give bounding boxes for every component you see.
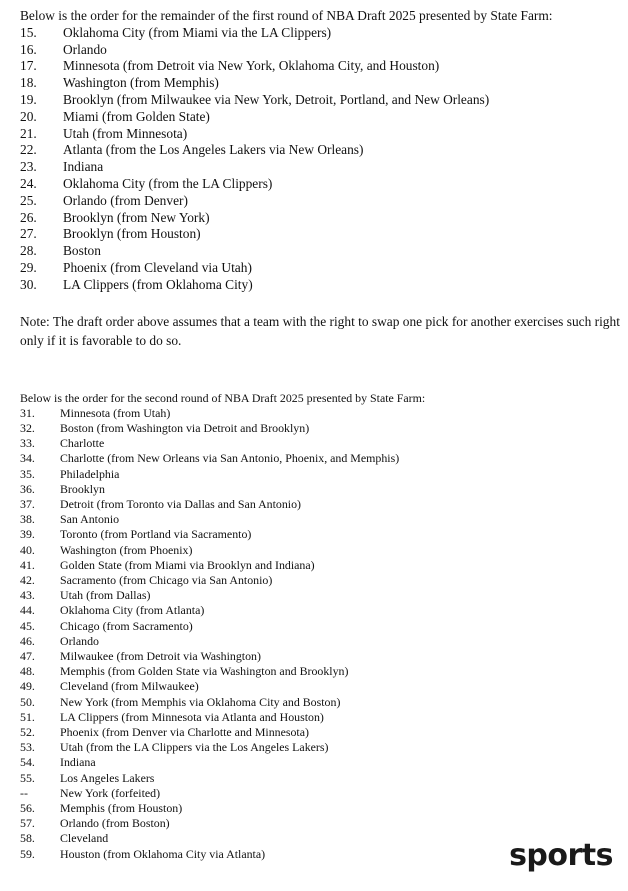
pick-team: Minnesota (from Detroit via New York, Oklahoma City, and Houston) <box>63 58 440 74</box>
draft-pick-row <box>20 467 620 482</box>
draft-pick-row <box>20 126 620 143</box>
pick-team: Indiana <box>60 755 96 770</box>
pick-number: 28. <box>20 243 37 259</box>
pick-number: 36. <box>20 481 35 496</box>
pick-number: 52. <box>20 725 35 740</box>
pick-team: San Antonio <box>60 512 120 527</box>
pick-number: 57. <box>20 816 35 831</box>
draft-pick-row <box>20 421 620 436</box>
draft-pick-row <box>20 816 620 831</box>
pick-team: Utah (from Dallas) <box>60 588 151 603</box>
pick-team: Orlando (from Denver) <box>63 192 188 208</box>
draft-pick-row <box>20 588 620 603</box>
draft-pick-row <box>20 159 620 176</box>
pick-team: Orlando <box>60 633 99 648</box>
pick-team: Charlotte (from New Orleans via San Antonio, Phoenix, and Memphis) <box>60 451 400 466</box>
pick-number: 51. <box>20 709 35 724</box>
draft-pick-row <box>20 210 620 227</box>
pick-team: New York (forfeited) <box>60 785 161 800</box>
first-round-section <box>20 8 620 294</box>
draft-pick-row <box>20 260 620 277</box>
draft-pick-row <box>20 92 620 109</box>
pick-team: Brooklyn (from Houston) <box>63 226 201 242</box>
draft-pick-row <box>20 695 620 710</box>
second-round-section <box>20 391 620 862</box>
pick-team: Charlotte <box>60 436 105 451</box>
draft-pick-row <box>20 451 620 466</box>
pick-team: Boston <box>63 243 101 259</box>
pick-number: 48. <box>20 664 35 679</box>
draft-pick-row <box>20 771 620 786</box>
draft-pick-row <box>20 710 620 725</box>
pick-number: 44. <box>20 603 35 618</box>
draft-pick-row <box>20 482 620 497</box>
pick-team: Houston (from Oklahoma City via Atlanta) <box>60 846 266 861</box>
pick-team: Phoenix (from Denver via Charlotte and Minnesota) <box>60 725 309 740</box>
pick-number: 37. <box>20 496 35 511</box>
draft-pick-row <box>20 58 620 75</box>
pick-team: Utah (from the LA Clippers via the Los Angeles Lakers) <box>60 740 329 755</box>
pick-team: New York (from Memphis via Oklahoma City and Boston) <box>60 694 341 709</box>
pick-number: 17. <box>20 58 37 74</box>
pick-number: 39. <box>20 527 35 542</box>
pick-number: 45. <box>20 618 35 633</box>
pick-team: Minnesota (from Utah) <box>60 405 171 420</box>
first-round-list <box>20 25 620 294</box>
pick-team: Philadelphia <box>60 466 120 481</box>
pick-team: Sacramento (from Chicago via San Antonio) <box>60 572 273 587</box>
pick-number: 25. <box>20 192 37 208</box>
draft-pick-row <box>20 558 620 573</box>
section-spacer <box>20 351 620 391</box>
pick-team: Los Angeles Lakers <box>60 770 155 785</box>
pick-team: Miami (from Golden State) <box>63 108 210 124</box>
pick-number: 31. <box>20 405 35 420</box>
second-round-list <box>20 406 620 862</box>
draft-pick-row <box>20 543 620 558</box>
pick-number: 38. <box>20 512 35 527</box>
pick-number: 18. <box>20 75 37 91</box>
pick-number: 41. <box>20 557 35 572</box>
pick-number: 53. <box>20 740 35 755</box>
pick-number: 55. <box>20 770 35 785</box>
draft-pick-row <box>20 603 620 618</box>
pick-number: 15. <box>20 24 37 40</box>
pick-number: 16. <box>20 41 37 57</box>
draft-pick-row <box>20 193 620 210</box>
pick-number: 59. <box>20 846 35 861</box>
draft-pick-row <box>20 75 620 92</box>
pick-team: LA Clippers (from Minnesota via Atlanta and Houston) <box>60 709 324 724</box>
pick-number: 35. <box>20 466 35 481</box>
draft-note: Note: The draft order above assumes that a team with the right to swap one pick for another exercises such right only if it is favorable to do so. <box>20 313 620 349</box>
draft-pick-row <box>20 226 620 243</box>
pick-number: 24. <box>20 175 37 191</box>
pick-team: Brooklyn (from New York) <box>63 209 210 225</box>
pick-number: 19. <box>20 91 37 107</box>
pick-number: 33. <box>20 436 35 451</box>
draft-pick-row <box>20 679 620 694</box>
pick-number: 42. <box>20 572 35 587</box>
pick-team: Orlando <box>63 41 107 57</box>
pick-number: 50. <box>20 694 35 709</box>
pick-number: 30. <box>20 276 37 292</box>
draft-order-document <box>20 8 620 862</box>
pick-team: Oklahoma City (from the LA Clippers) <box>63 175 273 191</box>
draft-pick-row <box>20 527 620 542</box>
pick-team: Cleveland (from Milwaukee) <box>60 679 199 694</box>
pick-number: -- <box>20 785 28 800</box>
pick-number: 32. <box>20 420 35 435</box>
pick-team: Chicago (from Sacramento) <box>60 618 193 633</box>
draft-pick-row <box>20 176 620 193</box>
draft-pick-row <box>20 436 620 451</box>
draft-pick-row <box>20 243 620 260</box>
draft-pick-row <box>20 740 620 755</box>
pick-number: 43. <box>20 588 35 603</box>
pick-team: Atlanta (from the Los Angeles Lakers via New Orleans) <box>63 142 364 158</box>
second-round-heading: Below is the order for the second round of NBA Draft 2025 presented by State Farm: <box>20 390 426 405</box>
draft-pick-row <box>20 25 620 42</box>
pick-team: Utah (from Minnesota) <box>63 125 188 141</box>
draft-pick-row <box>20 573 620 588</box>
pick-number: 56. <box>20 801 35 816</box>
pick-team: Washington (from Memphis) <box>63 75 219 91</box>
pick-team: Phoenix (from Cleveland via Utah) <box>63 259 252 275</box>
pick-team: Milwaukee (from Detroit via Washington) <box>60 649 261 663</box>
pick-team: Detroit (from Toronto via Dallas and San Antonio) <box>60 496 302 511</box>
pick-team: Indiana <box>63 159 104 175</box>
pick-number: 58. <box>20 831 35 846</box>
draft-pick-row <box>20 406 620 421</box>
sports-watermark-logo: sports <box>509 838 613 873</box>
pick-number: 26. <box>20 209 37 225</box>
pick-number: 47. <box>20 649 35 663</box>
pick-team: Oklahoma City (from Miami via the LA Clippers) <box>63 24 332 40</box>
pick-team: Toronto (from Portland via Sacramento) <box>60 527 252 542</box>
draft-pick-row <box>20 755 620 770</box>
pick-number: 20. <box>20 108 37 124</box>
draft-pick-row <box>20 142 620 159</box>
draft-pick-row <box>20 109 620 126</box>
pick-number: 23. <box>20 159 37 175</box>
pick-team: Brooklyn <box>60 481 105 496</box>
pick-team: Memphis (from Houston) <box>60 801 183 816</box>
pick-number: 49. <box>20 679 35 694</box>
pick-team: Oklahoma City (from Atlanta) <box>60 603 205 618</box>
pick-number: 22. <box>20 142 37 158</box>
draft-pick-row <box>20 634 620 649</box>
draft-pick-row <box>20 649 620 664</box>
pick-team: LA Clippers (from Oklahoma City) <box>63 276 253 292</box>
pick-team: Memphis (from Golden State via Washington and Brooklyn) <box>60 664 349 679</box>
draft-pick-row <box>20 619 620 634</box>
pick-number: 27. <box>20 226 37 242</box>
pick-team: Brooklyn (from Milwaukee via New York, Detroit, Portland, and New Orleans) <box>63 91 490 107</box>
draft-pick-row <box>20 801 620 816</box>
pick-team: Golden State (from Miami via Brooklyn and Indiana) <box>60 557 315 572</box>
draft-pick-row <box>20 664 620 679</box>
pick-number: 54. <box>20 755 35 770</box>
draft-pick-row <box>20 512 620 527</box>
draft-pick-row <box>20 786 620 801</box>
pick-team: Boston (from Washington via Detroit and Brooklyn) <box>60 420 310 435</box>
pick-team: Cleveland <box>60 831 109 846</box>
pick-number: 46. <box>20 633 35 648</box>
pick-number: 21. <box>20 125 37 141</box>
pick-team: Washington (from Phoenix) <box>60 542 193 557</box>
draft-pick-row <box>20 497 620 512</box>
first-round-heading: Below is the order for the remainder of the first round of NBA Draft 2025 presented by State Farm: <box>20 8 553 23</box>
pick-number: 40. <box>20 542 35 557</box>
draft-pick-row <box>20 277 620 294</box>
draft-pick-row <box>20 42 620 59</box>
draft-pick-row <box>20 725 620 740</box>
pick-number: 34. <box>20 451 35 466</box>
pick-number: 29. <box>20 259 37 275</box>
pick-team: Orlando (from Boston) <box>60 816 170 831</box>
